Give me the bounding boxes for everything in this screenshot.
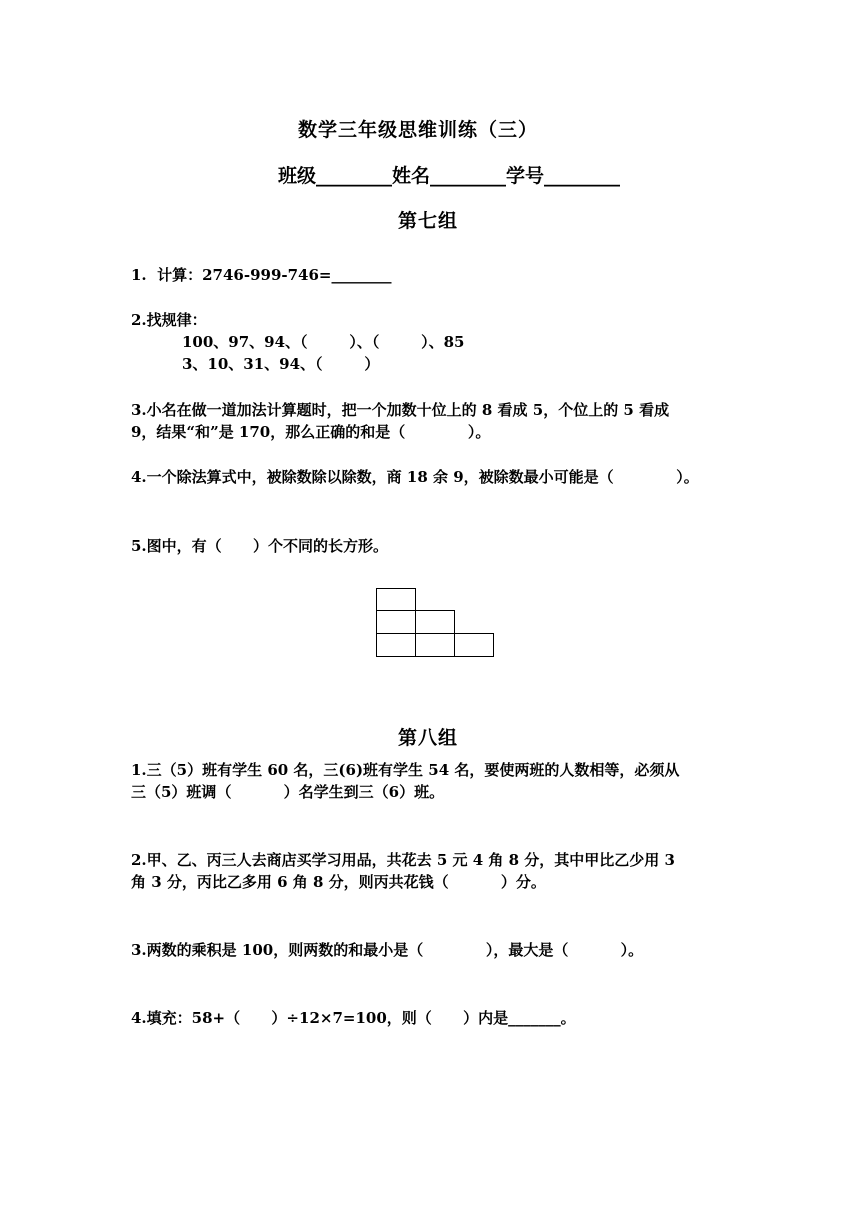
group7-question-5: 5.图中，有（ ）个不同的长方形。 bbox=[131, 537, 388, 555]
group7-question-1: 1. 计算：2746-999-746=________ bbox=[131, 266, 392, 284]
group7-question-2-sequence-1: 100、97、94、（ ）、（ ）、85 bbox=[182, 333, 465, 351]
figure-cell-middle-left bbox=[376, 610, 416, 634]
figure-cell-top bbox=[376, 588, 416, 611]
figure-cell-middle-right bbox=[415, 610, 455, 634]
group8-question-1-line-1: 1.三（5）班有学生 60 名，三(6)班有学生 54 名，要使两班的人数相等，必须从 bbox=[131, 761, 680, 779]
figure-cell-bottom-middle bbox=[415, 633, 455, 657]
group8-question-2-line-1: 2.甲、乙、丙三人去商店买学习用品，共花去 5 元 4 角 8 分，其中甲比乙少用 3 bbox=[131, 851, 675, 869]
student-info-line: 班级________姓名________学号________ bbox=[278, 165, 621, 187]
group7-question-3-line-2: 9，结果“和”是 170，那么正确的和是（ ）。 bbox=[131, 423, 491, 441]
group8-question-2-line-2: 角 3 分，丙比乙多用 6 角 8 分，则丙共花钱（ ）分。 bbox=[131, 873, 546, 891]
page-title: 数学三年级思维训练（三） bbox=[298, 119, 539, 141]
group8-question-1-line-2: 三（5）班调（ ）名学生到三（6）班。 bbox=[131, 783, 445, 801]
group7-question-2-sequence-2: 3、10、31、94、（ ） bbox=[182, 355, 380, 373]
group8-title: 第八组 bbox=[398, 727, 459, 749]
figure-cell-bottom-right bbox=[454, 633, 494, 657]
group7-question-4: 4.一个除法算式中，被除数除以除数，商 18 余 9，被除数最小可能是（ ）。 bbox=[131, 468, 699, 486]
group8-question-4: 4.填充：58+（ ）÷12×7=100，则（ ）内是_______。 bbox=[131, 1009, 576, 1027]
group7-question-3-line-1: 3.小名在做一道加法计算题时，把一个加数十位上的 8 看成 5，个位上的 5 看成 bbox=[131, 401, 670, 419]
group8-question-3: 3.两数的乘积是 100，则两数的和最小是（ ），最大是（ ）。 bbox=[131, 941, 644, 959]
rectangle-figure bbox=[376, 588, 496, 658]
group7-title: 第七组 bbox=[398, 210, 459, 232]
group7-question-2-label: 2.找规律： bbox=[131, 311, 207, 329]
figure-cell-bottom-left bbox=[376, 633, 416, 657]
